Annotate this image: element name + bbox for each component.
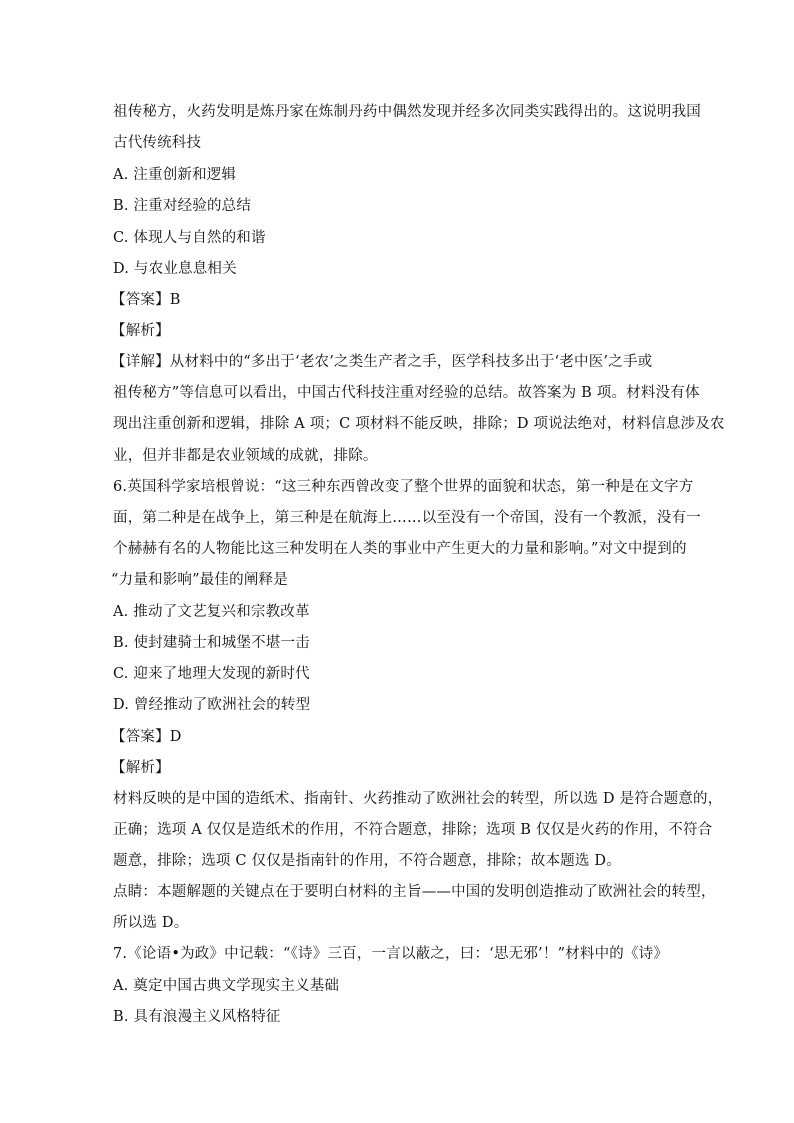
q6-analysis-label: 【解析】	[111, 760, 170, 776]
q6-analysis-line-4: 点睛：本题解题的关键点在于要明白材料的主旨——中国的发明创造推动了欧洲社会的转型，	[113, 884, 716, 900]
q6-option-a: A. 推动了文艺复兴和宗教改革	[113, 604, 310, 620]
q6-stem-line-3: 个赫赫有名的人物能比这三种发明在人类的事业中产生更大的力量和影响。”对文中提到的	[113, 541, 687, 557]
q6-analysis-line-3: 题意，排除；选项 C 仅仅是指南针的作用，不符合题意，排除；故本题选 D。	[113, 853, 621, 869]
q7-option-b: B. 具有浪漫主义风格特征	[113, 1009, 281, 1025]
q6-answer: 【答案】D	[111, 729, 182, 745]
q5-analysis-line-2: 祖传秘方”等信息可以看出，中国古代科技注重对经验的总结。故答案为 B 项。材料没有体	[113, 385, 700, 401]
q5-analysis-line-1: 【详解】从材料中的“多出于‘老农’之类生产者之手，医学科技多出于‘老中医’之手或	[111, 354, 653, 370]
q5-option-c: C. 体现人与自然的和谐	[113, 230, 266, 246]
q6-analysis-line-2: 正确；选项 A 仅仅是造纸术的作用，不符合题意，排除；选项 B 仅仅是火药的作用，不符合	[113, 822, 713, 838]
q5-option-b: B. 注重对经验的总结	[113, 198, 252, 214]
q6-stem-line-1: 6.英国科学家培根曾说：“这三种东西曾改变了整个世界的面貌和状态，第一种是在文字方	[113, 479, 694, 495]
q6-analysis-line-1: 材料反映的是中国的造纸术、指南针、火药推动了欧洲社会的转型，所以选 D 是符合题意的，	[113, 791, 723, 807]
q6-option-c: C. 迎来了地理大发现的新时代	[113, 666, 310, 682]
q7-option-a: A. 奠定中国古典文学现实主义基础	[113, 978, 340, 994]
q6-option-b: B. 使封建骑士和城堡不堪一击	[113, 635, 310, 651]
q5-analysis-line-4: 业，但并非都是农业领域的成就，排除。	[113, 448, 378, 464]
q6-stem-line-4: “力量和影响”最佳的阐释是	[111, 572, 288, 588]
q5-option-a: A. 注重创新和逻辑	[113, 167, 237, 183]
q5-analysis-line-3: 现出注重创新和逻辑，排除 A 项；C 项材料不能反映，排除；D 项说法绝对，材料信息涉及农	[113, 416, 725, 432]
q5-stem-line-1: 祖传秘方，火药发明是炼丹家在炼制丹药中偶然发现并经多次同类实践得出的。这说明我国	[113, 104, 701, 120]
q5-answer: 【答案】B	[111, 292, 181, 308]
q5-option-d: D. 与农业息息相关	[113, 261, 237, 277]
q7-stem: 7.《论语•为政》中记载：“《诗》三百，一言以蔽之，曰：‘思无邪’！”材料中的《诗》	[113, 946, 669, 962]
q5-stem-line-2: 古代传统科技	[113, 135, 202, 151]
q6-stem-line-2: 面，第二种是在战争上，第三种是在航海上……以至没有一个帝国，没有一个教派，没有一	[113, 510, 701, 526]
q6-option-d: D. 曾经推动了欧洲社会的转型	[113, 697, 311, 713]
q6-analysis-line-5: 所以选 D。	[113, 915, 189, 931]
q5-analysis-label: 【解析】	[111, 323, 170, 339]
